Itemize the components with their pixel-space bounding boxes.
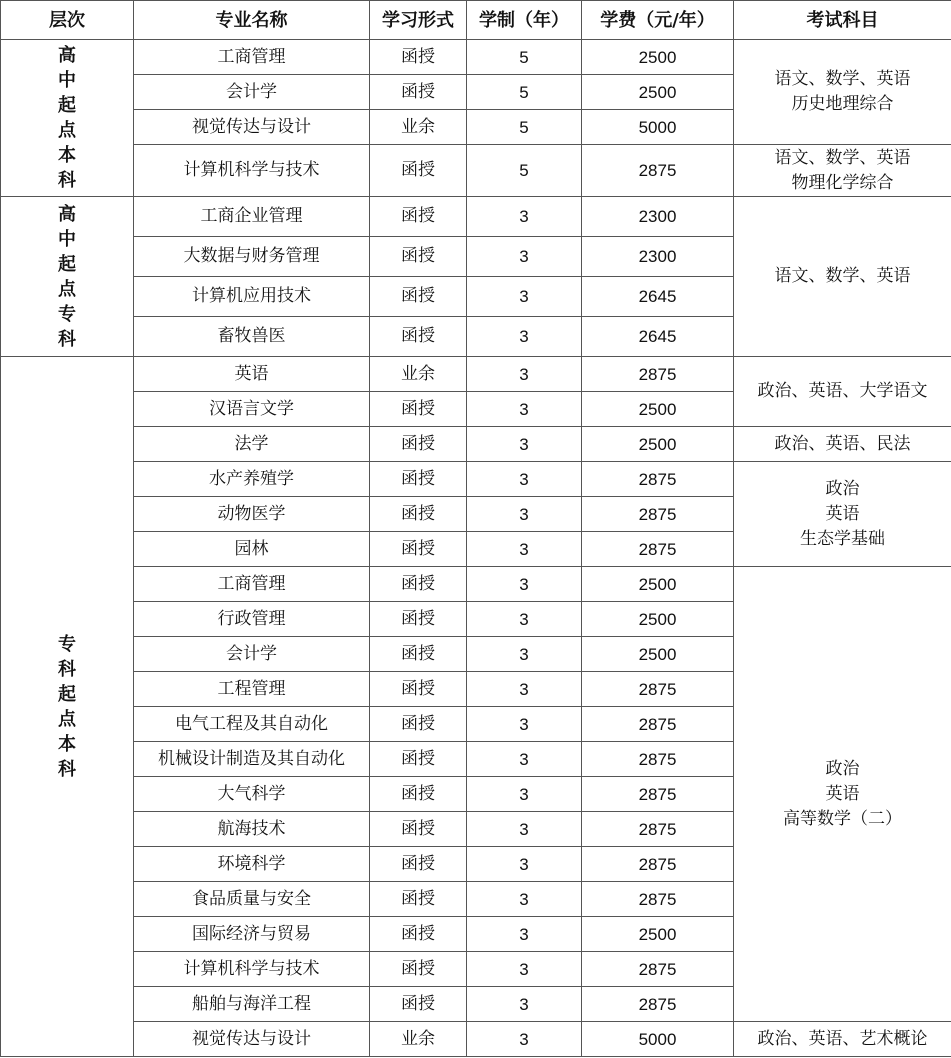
- major-cell: 环境科学: [134, 847, 370, 882]
- form-cell: 函授: [370, 777, 467, 812]
- fee-cell: 2500: [582, 40, 734, 75]
- fee-cell: 2500: [582, 392, 734, 427]
- form-cell: 函授: [370, 882, 467, 917]
- level-label: 高中起点专科: [58, 203, 76, 350]
- form-cell: 函授: [370, 317, 467, 357]
- fee-cell: 2875: [582, 145, 734, 197]
- years-cell: 3: [467, 917, 582, 952]
- years-cell: 3: [467, 1022, 582, 1057]
- header-duration: 学制（年）: [467, 1, 582, 40]
- fee-cell: 2500: [582, 427, 734, 462]
- major-cell: 电气工程及其自动化: [134, 707, 370, 742]
- years-cell: 3: [467, 882, 582, 917]
- years-cell: 3: [467, 357, 582, 392]
- level-cell: [1, 197, 134, 357]
- exam-cell: 语文、数学、英语: [734, 197, 951, 357]
- major-cell: 大气科学: [134, 777, 370, 812]
- years-cell: 3: [467, 777, 582, 812]
- major-cell: 法学: [134, 427, 370, 462]
- years-cell: 3: [467, 532, 582, 567]
- form-cell: 函授: [370, 392, 467, 427]
- exam-cell: 政治、英语、大学语文: [734, 357, 951, 427]
- fee-cell: 2500: [582, 917, 734, 952]
- major-cell: 英语: [134, 357, 370, 392]
- major-cell: 水产养殖学: [134, 462, 370, 497]
- header-major: 专业名称: [134, 1, 370, 40]
- fee-cell: 2645: [582, 277, 734, 317]
- fee-cell: 2875: [582, 672, 734, 707]
- exam-cell: 语文、数学、英语 历史地理综合: [734, 40, 951, 145]
- table-row: [1, 145, 951, 197]
- fee-cell: 2645: [582, 317, 734, 357]
- fee-cell: 2300: [582, 237, 734, 277]
- header-level: 层次: [1, 1, 134, 40]
- years-cell: 3: [467, 602, 582, 637]
- fee-cell: 2875: [582, 987, 734, 1022]
- major-cell: 行政管理: [134, 602, 370, 637]
- exam-cell: 政治、英语、民法: [734, 427, 951, 462]
- form-cell: 函授: [370, 637, 467, 672]
- table-row: [1, 462, 951, 497]
- level-label: 高中起点本科: [58, 45, 76, 191]
- header-row: [1, 1, 951, 40]
- years-cell: 3: [467, 427, 582, 462]
- major-cell: 畜牧兽医: [134, 317, 370, 357]
- years-cell: 3: [467, 707, 582, 742]
- form-cell: 函授: [370, 277, 467, 317]
- form-cell: 函授: [370, 237, 467, 277]
- level-label: 专科起点本科: [58, 633, 76, 780]
- major-cell: 工商管理: [134, 40, 370, 75]
- major-cell: 会计学: [134, 637, 370, 672]
- fee-cell: 2875: [582, 812, 734, 847]
- major-cell: 会计学: [134, 75, 370, 110]
- years-cell: 3: [467, 462, 582, 497]
- major-cell: 计算机应用技术: [134, 277, 370, 317]
- years-cell: 3: [467, 812, 582, 847]
- major-cell: 航海技术: [134, 812, 370, 847]
- major-cell: 工商管理: [134, 567, 370, 602]
- years-cell: 3: [467, 637, 582, 672]
- form-cell: 函授: [370, 742, 467, 777]
- table-row: [1, 427, 951, 462]
- fee-cell: 2875: [582, 847, 734, 882]
- form-cell: 函授: [370, 75, 467, 110]
- major-cell: 动物医学: [134, 497, 370, 532]
- form-cell: 函授: [370, 40, 467, 75]
- exam-cell: 政治 英语 生态学基础: [734, 462, 951, 567]
- major-cell: 视觉传达与设计: [134, 1022, 370, 1057]
- years-cell: 5: [467, 145, 582, 197]
- major-cell: 园林: [134, 532, 370, 567]
- form-cell: 函授: [370, 567, 467, 602]
- major-cell: 工商企业管理: [134, 197, 370, 237]
- table-row: [1, 197, 951, 237]
- fee-cell: 2500: [582, 75, 734, 110]
- form-cell: 函授: [370, 602, 467, 637]
- fee-cell: 2875: [582, 707, 734, 742]
- form-cell: 函授: [370, 532, 467, 567]
- fee-cell: 2500: [582, 567, 734, 602]
- fee-cell: 2875: [582, 462, 734, 497]
- table-row: [1, 357, 951, 392]
- years-cell: 3: [467, 742, 582, 777]
- years-cell: 3: [467, 847, 582, 882]
- fee-cell: 2875: [582, 777, 734, 812]
- years-cell: 3: [467, 952, 582, 987]
- fee-cell: 2875: [582, 952, 734, 987]
- years-cell: 3: [467, 237, 582, 277]
- years-cell: 3: [467, 277, 582, 317]
- table-row: [1, 567, 951, 602]
- fee-cell: 5000: [582, 110, 734, 145]
- form-cell: 函授: [370, 812, 467, 847]
- years-cell: 3: [467, 497, 582, 532]
- table-row: [1, 1022, 951, 1057]
- form-cell: 业余: [370, 1022, 467, 1057]
- fee-cell: 2500: [582, 602, 734, 637]
- form-cell: 函授: [370, 145, 467, 197]
- years-cell: 3: [467, 317, 582, 357]
- table-row: [1, 40, 951, 75]
- fee-cell: 2875: [582, 532, 734, 567]
- major-cell: 工程管理: [134, 672, 370, 707]
- fee-cell: 2500: [582, 637, 734, 672]
- form-cell: 函授: [370, 197, 467, 237]
- exam-cell: 语文、数学、英语 物理化学综合: [734, 145, 951, 197]
- form-cell: 函授: [370, 987, 467, 1022]
- fee-cell: 2875: [582, 882, 734, 917]
- fee-cell: 5000: [582, 1022, 734, 1057]
- exam-cell: 政治、英语、艺术概论: [734, 1022, 951, 1057]
- major-cell: 机械设计制造及其自动化: [134, 742, 370, 777]
- form-cell: 函授: [370, 707, 467, 742]
- fee-cell: 2875: [582, 497, 734, 532]
- major-cell: 计算机科学与技术: [134, 952, 370, 987]
- fee-cell: 2300: [582, 197, 734, 237]
- level-cell: [1, 40, 134, 197]
- form-cell: 函授: [370, 917, 467, 952]
- years-cell: 3: [467, 567, 582, 602]
- form-cell: 函授: [370, 847, 467, 882]
- header-study-form: 学习形式: [370, 1, 467, 40]
- major-cell: 食品质量与安全: [134, 882, 370, 917]
- major-cell: 计算机科学与技术: [134, 145, 370, 197]
- header-exam-subjects: 考试科目: [734, 1, 951, 40]
- years-cell: 3: [467, 392, 582, 427]
- form-cell: 业余: [370, 110, 467, 145]
- major-cell: 船舶与海洋工程: [134, 987, 370, 1022]
- fee-cell: 2875: [582, 357, 734, 392]
- years-cell: 5: [467, 75, 582, 110]
- years-cell: 3: [467, 672, 582, 707]
- fee-cell: 2875: [582, 742, 734, 777]
- form-cell: 函授: [370, 427, 467, 462]
- form-cell: 函授: [370, 462, 467, 497]
- form-cell: 函授: [370, 952, 467, 987]
- major-cell: 视觉传达与设计: [134, 110, 370, 145]
- major-cell: 汉语言文学: [134, 392, 370, 427]
- form-cell: 函授: [370, 672, 467, 707]
- years-cell: 3: [467, 987, 582, 1022]
- form-cell: 业余: [370, 357, 467, 392]
- major-cell: 国际经济与贸易: [134, 917, 370, 952]
- years-cell: 5: [467, 110, 582, 145]
- years-cell: 5: [467, 40, 582, 75]
- form-cell: 函授: [370, 497, 467, 532]
- major-cell: 大数据与财务管理: [134, 237, 370, 277]
- level-cell: [1, 357, 134, 1057]
- years-cell: 3: [467, 197, 582, 237]
- exam-cell: 政治 英语 高等数学（二）: [734, 567, 951, 1022]
- header-tuition: 学费（元/年）: [582, 1, 734, 40]
